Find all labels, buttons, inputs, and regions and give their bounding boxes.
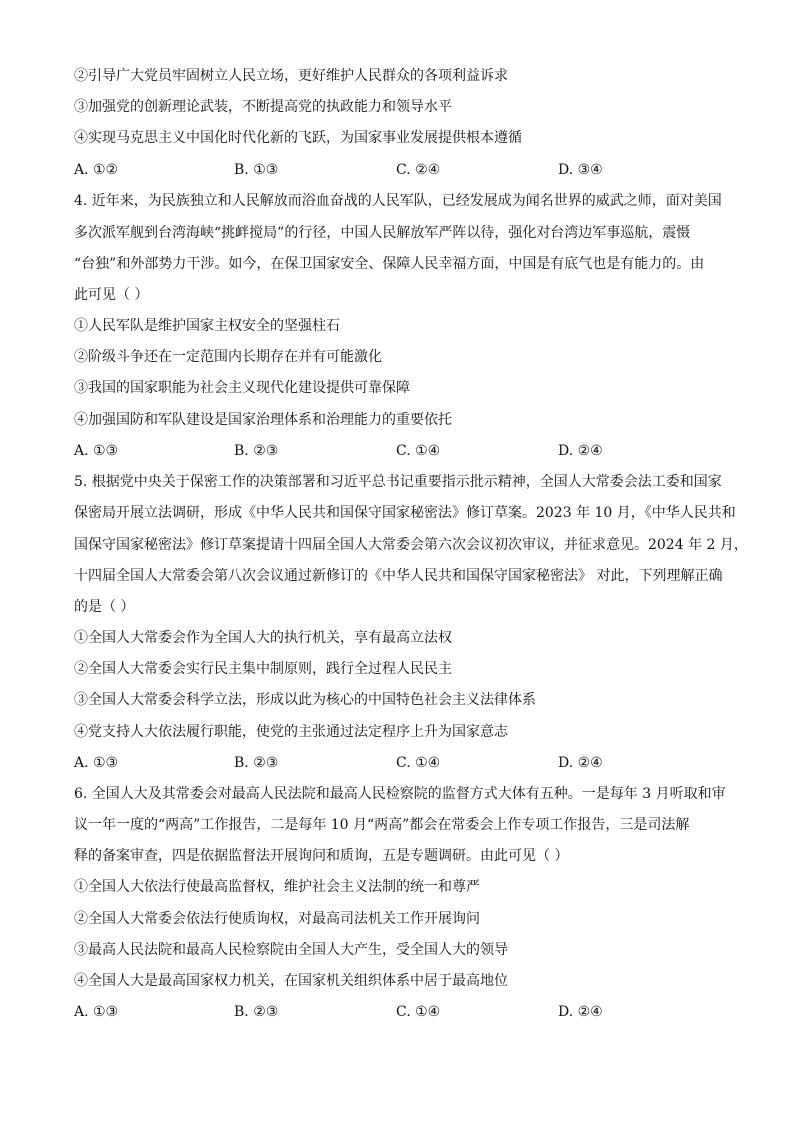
statement-line: ①人民军队是维护国家主权安全的坚强柱石	[74, 318, 340, 334]
statement-line: ③最高人民法院和最高人民检察院由全国人大产生，受全国人大的领导	[74, 942, 508, 958]
option-c: C. ①④	[396, 443, 441, 459]
question-4-text: 此可见（ ）	[74, 287, 149, 303]
option-a: A. ①③	[74, 443, 119, 459]
question-5-text: 保密局开展立法调研，形成《中华人民共和国保守国家秘密法》修订草案。2023 年 10 月，《中华人民共和	[74, 505, 736, 521]
statement-line: ③加强党的创新理论武装，不断提高党的执政能力和领导水平	[74, 99, 452, 115]
option-d: D. ②④	[558, 443, 603, 459]
question-6-text: 议一年一度的“两高”工作报告，二是每年 10 月“两高”都会在常委会上作专项工作报告，三是司法解	[74, 817, 690, 833]
question-4-text: 4. 近年来，为民族独立和人民解放而浴血奋战的人民军队，已经发展成为闻名世界的威武之师，面对美国	[74, 193, 722, 209]
statement-line: ①全国人大依法行使最高监督权，维护社会主义法制的统一和尊严	[74, 879, 480, 895]
option-b: B. ②③	[234, 1004, 279, 1020]
option-c: C. ①④	[396, 755, 441, 771]
option-b: B. ②③	[234, 443, 279, 459]
option-a: A. ①③	[74, 755, 119, 771]
statement-line: ①全国人大常委会作为全国人大的执行机关，享有最高立法权	[74, 630, 452, 646]
option-c: C. ①④	[396, 1004, 441, 1020]
question-5-text: 5. 根据党中央关于保密工作的决策部署和习近平总书记重要指示批示精神，全国人大常委会法工委和国家	[74, 474, 722, 490]
statement-line: ④加强国防和军队建设是国家治理体系和治理能力的重要依托	[74, 412, 452, 428]
question-4-text: “台独”和外部势力干涉。如今，在保卫国家安全、保障人民幸福方面，中国是有底气也是有能力的。由	[74, 256, 705, 272]
option-b: B. ②③	[234, 755, 279, 771]
statement-line: ④全国人大是最高国家权力机关，在国家机关组织体系中居于最高地位	[74, 973, 508, 989]
statement-line: ②全国人大常委会依法行使质询权，对最高司法机关工作开展询问	[74, 911, 480, 927]
option-d: D. ③④	[558, 162, 603, 178]
question-5-text: 十四届全国人大常委会第八次会议通过新修订的《中华人民共和国保守国家秘密法》 对此，下列理解正确	[74, 568, 723, 584]
question-6-text: 6. 全国人大及其常委会对最高人民法院和最高人民检察院的监督方式大体有五种。一是每年 3 月听取和审	[74, 786, 726, 802]
statement-line: ④党支持人大依法履行职能，使党的主张通过法定程序上升为国家意志	[74, 724, 508, 740]
question-5-text: 的是（ ）	[74, 599, 135, 615]
option-d: D. ②④	[558, 755, 603, 771]
option-a: A. ①②	[74, 162, 119, 178]
option-a: A. ①③	[74, 1004, 119, 1020]
statement-line: ④实现马克思主义中国化时代化新的飞跃，为国家事业发展提供根本遵循	[74, 130, 522, 146]
question-6-text: 释的备案审查，四是依据监督法开展询问和质询，五是专题调研。由此可见（ ）	[74, 848, 569, 864]
statement-line: ③我国的国家职能为社会主义现代化建设提供可靠保障	[74, 380, 410, 396]
statement-line: ③全国人大常委会科学立法，形成以此为核心的中国特色社会主义法律体系	[74, 692, 536, 708]
question-5-text: 国保守国家秘密法》修订草案提请十四届全国人大常委会第六次会议初次审议，并征求意见。2024 年 2 月，	[74, 537, 748, 553]
option-d: D. ②④	[558, 1004, 603, 1020]
question-4-text: 多次派军舰到台湾海峡“挑衅搅局”的行径，中国人民解放军严阵以待，强化对台湾边军事巡航，震慑	[74, 225, 691, 241]
statement-line: ②全国人大常委会实行民主集中制原则，践行全过程人民民主	[74, 661, 452, 677]
statement-line: ②引导广大党员牢固树立人民立场，更好维护人民群众的各项利益诉求	[74, 68, 508, 84]
statement-line: ②阶级斗争还在一定范围内长期存在并有可能激化	[74, 349, 382, 365]
option-c: C. ②④	[396, 162, 441, 178]
option-b: B. ①③	[234, 162, 279, 178]
